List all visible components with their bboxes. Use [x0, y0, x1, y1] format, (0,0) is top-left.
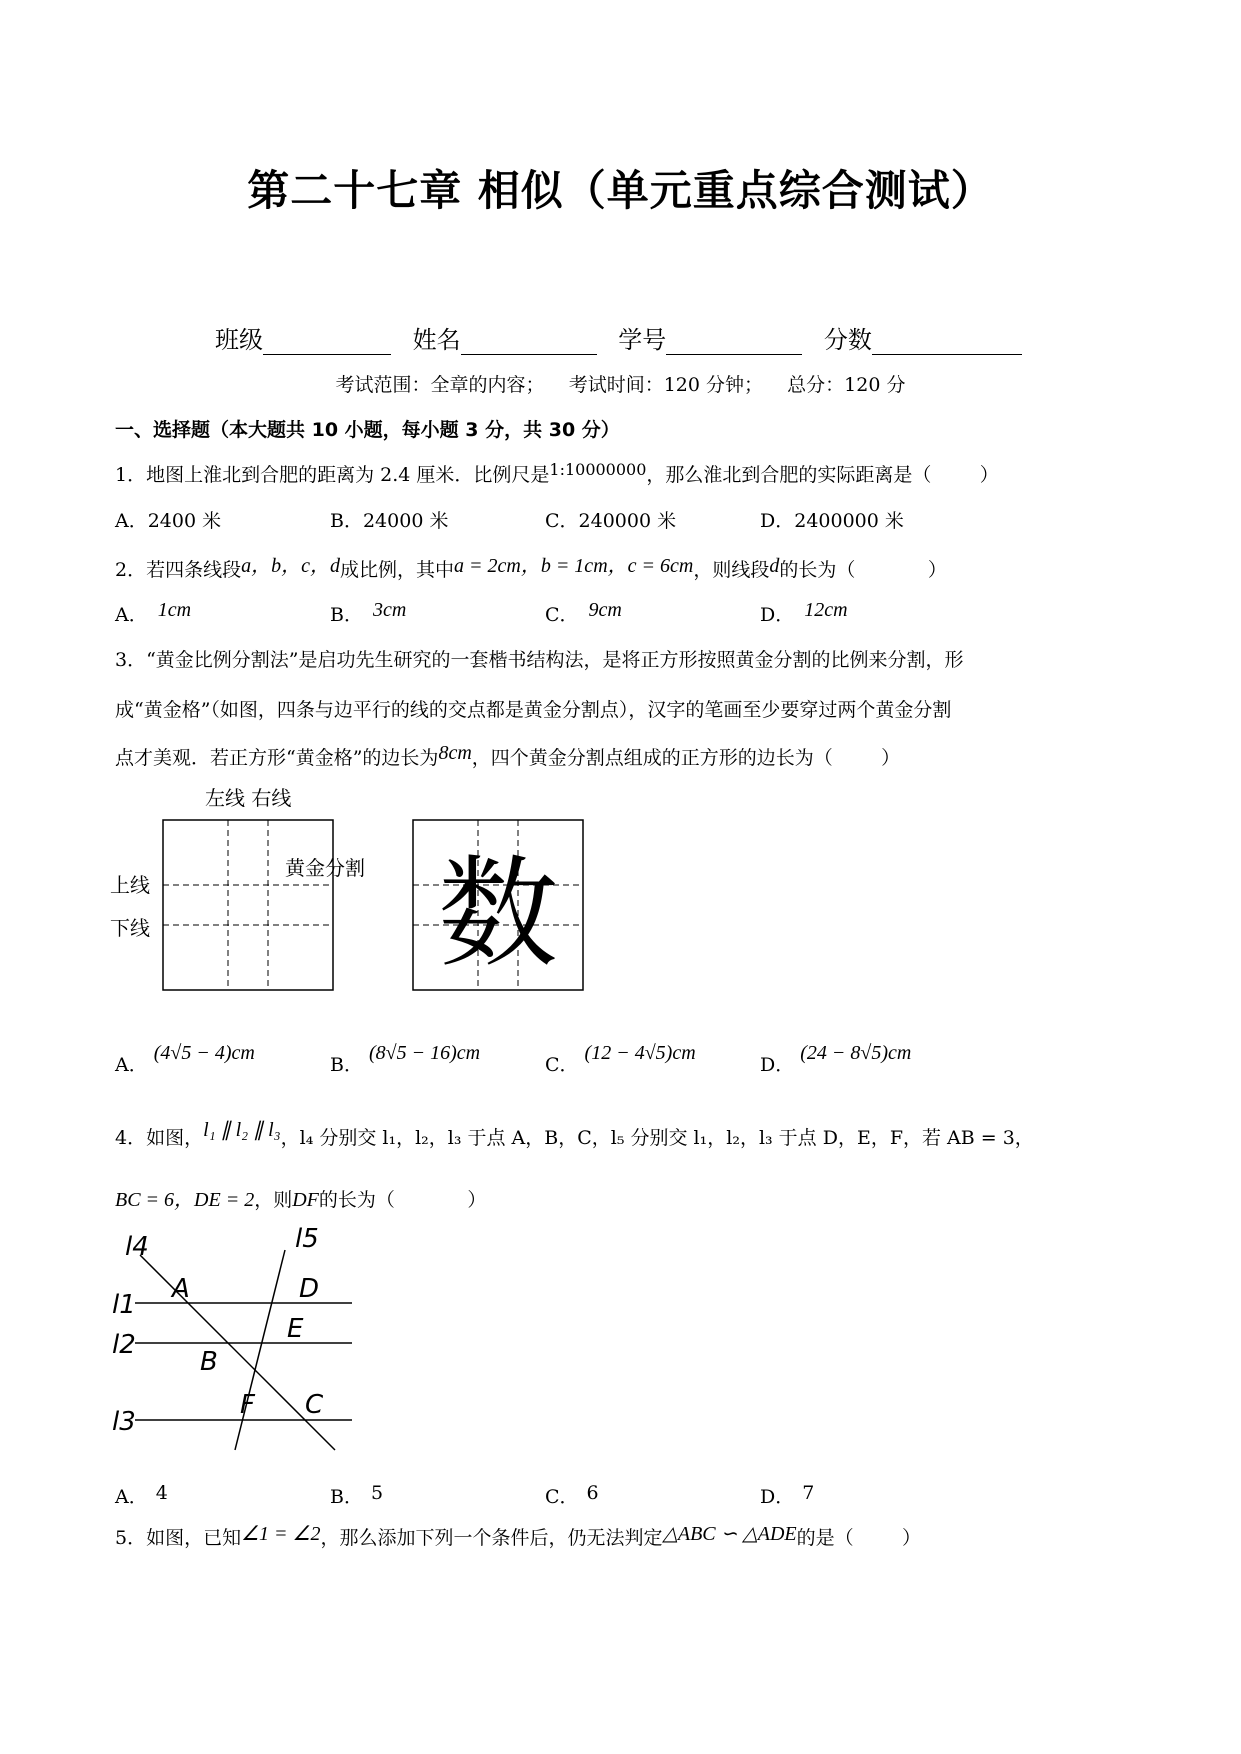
q4-line-1a: 4．如图， — [115, 1127, 204, 1149]
class-label: 班级 — [215, 326, 263, 354]
q2-option-b-letter: B． — [330, 604, 363, 626]
question-4-line-1 — [115, 1119, 1034, 1150]
q2-text-a: 2．若四条线段 — [115, 559, 242, 581]
point-d: D — [299, 1274, 320, 1304]
exam-meta: 考试范围：全章的内容； 考试时间：120 分钟； 总分：120 分 — [335, 374, 906, 396]
q3-option-a-value: (4√5 − 4)cm — [153, 1042, 255, 1064]
q3-option-d-letter: D． — [760, 1054, 795, 1076]
q2-option-c-value: 9cm — [588, 599, 622, 621]
q3-line-3b: ，四个黄金分割点组成的正方形的边长为（ ） — [471, 747, 901, 769]
q2-option-d — [760, 600, 848, 627]
q1-option-c: C．240000 米 — [545, 510, 677, 532]
point-e: E — [287, 1314, 304, 1344]
q3-side: 8cm — [438, 742, 472, 764]
q3-line-3a: 点才美观．若正方形“黄金格”的边长为 — [115, 747, 439, 769]
score-blank — [872, 330, 1022, 355]
label-l5: l5 — [295, 1225, 319, 1254]
name-blank — [461, 330, 597, 355]
q1-text-a: 1．地图上淮北到合肥的距离为 2.4 厘米．比例尺是 — [115, 464, 550, 486]
q3-option-b — [330, 1042, 481, 1077]
q2-option-d-letter: D． — [760, 604, 795, 626]
id-label: 学号 — [618, 326, 667, 354]
q4-option-b — [330, 1482, 383, 1509]
q4-option-d-letter: D． — [760, 1486, 795, 1508]
student-info-line — [215, 320, 1036, 355]
q3-option-d-value: (24 − 8√5)cm — [800, 1042, 912, 1064]
label-l4: l4 — [125, 1232, 149, 1262]
label-l1: l1 — [112, 1290, 136, 1320]
q5-text-c: 的是（ ） — [796, 1527, 921, 1549]
point-b: B — [200, 1347, 218, 1377]
point-c: C — [305, 1390, 324, 1420]
q3-line-1: 3．“黄金比例分割法”是启功先生研究的一套楷书结构法，是将正方形按照黄金分割的比例来分割，形 — [115, 649, 964, 671]
question-5 — [115, 1523, 921, 1550]
q2-option-b — [330, 600, 406, 627]
q3-option-c-letter: C． — [545, 1054, 579, 1076]
q3-option-a-letter: A． — [115, 1054, 148, 1076]
q2-d: d — [769, 555, 780, 577]
q4-option-d — [760, 1482, 814, 1509]
id-blank — [666, 330, 802, 355]
q1-option-b: B．24000 米 — [330, 510, 449, 532]
q1-text-b: ，那么淮北到合肥的实际距离是（ ） — [646, 464, 999, 486]
q4-givens: BC = 6，DE = 2 — [115, 1189, 255, 1211]
q2-text-d: 的长为（ ） — [779, 559, 947, 581]
name-label: 姓名 — [412, 326, 461, 354]
q5-angles: ∠1 = ∠2 — [241, 1523, 321, 1545]
q4-option-a — [115, 1482, 168, 1509]
example-character: 数 — [438, 845, 558, 984]
q4-option-a-value: 4 — [155, 1482, 168, 1504]
q3-line-3 — [115, 743, 900, 770]
question-2 — [115, 553, 947, 582]
point-f: F — [240, 1390, 255, 1420]
lower-line-label: 下线 — [110, 916, 150, 940]
q2-text-b: 成比例，其中 — [339, 559, 454, 581]
q5-text-b: ，那么添加下列一个条件后，仍无法判定 — [320, 1527, 663, 1549]
label-l3: l3 — [112, 1407, 136, 1437]
section-heading: 一、选择题（本大题共 10 小题，每小题 3 分，共 30 分） — [115, 419, 620, 441]
q3-line-2: 成“黄金格”（如图，四条与边平行的线的交点都是黄金分割点），汉字的笔画至少要穿过两个黄金分割 — [115, 699, 952, 721]
q3-option-d — [760, 1042, 912, 1077]
q2-option-d-value: 12cm — [804, 599, 848, 621]
class-blank — [263, 330, 391, 355]
q2-option-c-letter: C． — [545, 604, 579, 626]
q3-option-b-letter: B． — [330, 1054, 363, 1076]
q4-option-c — [545, 1482, 599, 1509]
q5-similarity: △ABC ∽ △ADE — [662, 1523, 797, 1545]
golden-section-label: 黄金分割 — [285, 856, 365, 880]
q4-option-b-value: 5 — [370, 1482, 384, 1504]
q3-option-c — [545, 1042, 696, 1077]
q2-vars: a，b，c，d — [241, 555, 340, 577]
q2-option-a — [115, 600, 191, 627]
q4-line-2c: 的长为（ ） — [318, 1189, 487, 1211]
q4-line-1b: ，l₄ 分别交 l₁，l₂，l₃ 于点 A，B，C，l₅ 分别交 l₁，l₂，l₃ 于点 D，E，F，若 AB = 3， — [280, 1127, 1034, 1149]
q4-option-c-value: 6 — [586, 1482, 599, 1504]
page-title: 第二十七章 相似（单元重点综合测试） — [247, 166, 994, 215]
q4-df: DF — [292, 1189, 319, 1211]
q1-scale: 1:10000000 — [549, 460, 647, 479]
question-1 — [115, 460, 999, 487]
q1-option-d: D．2400000 米 — [760, 510, 904, 532]
q2-option-a-value: 1cm — [157, 599, 192, 621]
q3-option-c-value: (12 − 4√5)cm — [584, 1042, 696, 1064]
q2-option-b-value: 3cm — [372, 599, 407, 621]
q4-option-b-letter: B． — [330, 1486, 363, 1508]
q4-option-c-letter: C． — [545, 1486, 579, 1508]
q4-line-2b: ，则 — [254, 1189, 293, 1211]
q5-text-a: 5．如图，已知 — [115, 1527, 242, 1549]
q2-conditions: a = 2cm，b = 1cm，c = 6cm — [454, 555, 694, 577]
q2-text-c: ，则线段 — [693, 559, 770, 581]
q1-option-a: A．2400 米 — [115, 510, 222, 532]
label-l2: l2 — [112, 1330, 136, 1360]
upper-line-label: 上线 — [110, 873, 150, 897]
q3-figure — [100, 775, 600, 1005]
score-label: 分数 — [823, 326, 872, 354]
point-a: A — [172, 1274, 190, 1304]
q4-figure — [100, 1225, 380, 1460]
q4-option-d-value: 7 — [802, 1482, 815, 1504]
question-4-line-2 — [115, 1183, 486, 1212]
q4-option-a-letter: A． — [115, 1486, 148, 1508]
q4-parallel: l₁ ∥ l₂ ∥ l₃ — [203, 1119, 281, 1141]
q3-option-b-value: (8√5 − 16)cm — [368, 1042, 481, 1064]
q3-label-left-right: 左线 右线 — [205, 786, 292, 810]
q2-option-c — [545, 600, 622, 627]
q2-option-a-letter: A． — [115, 604, 148, 626]
golden-grid-square — [163, 820, 333, 990]
q3-option-a — [115, 1042, 255, 1077]
